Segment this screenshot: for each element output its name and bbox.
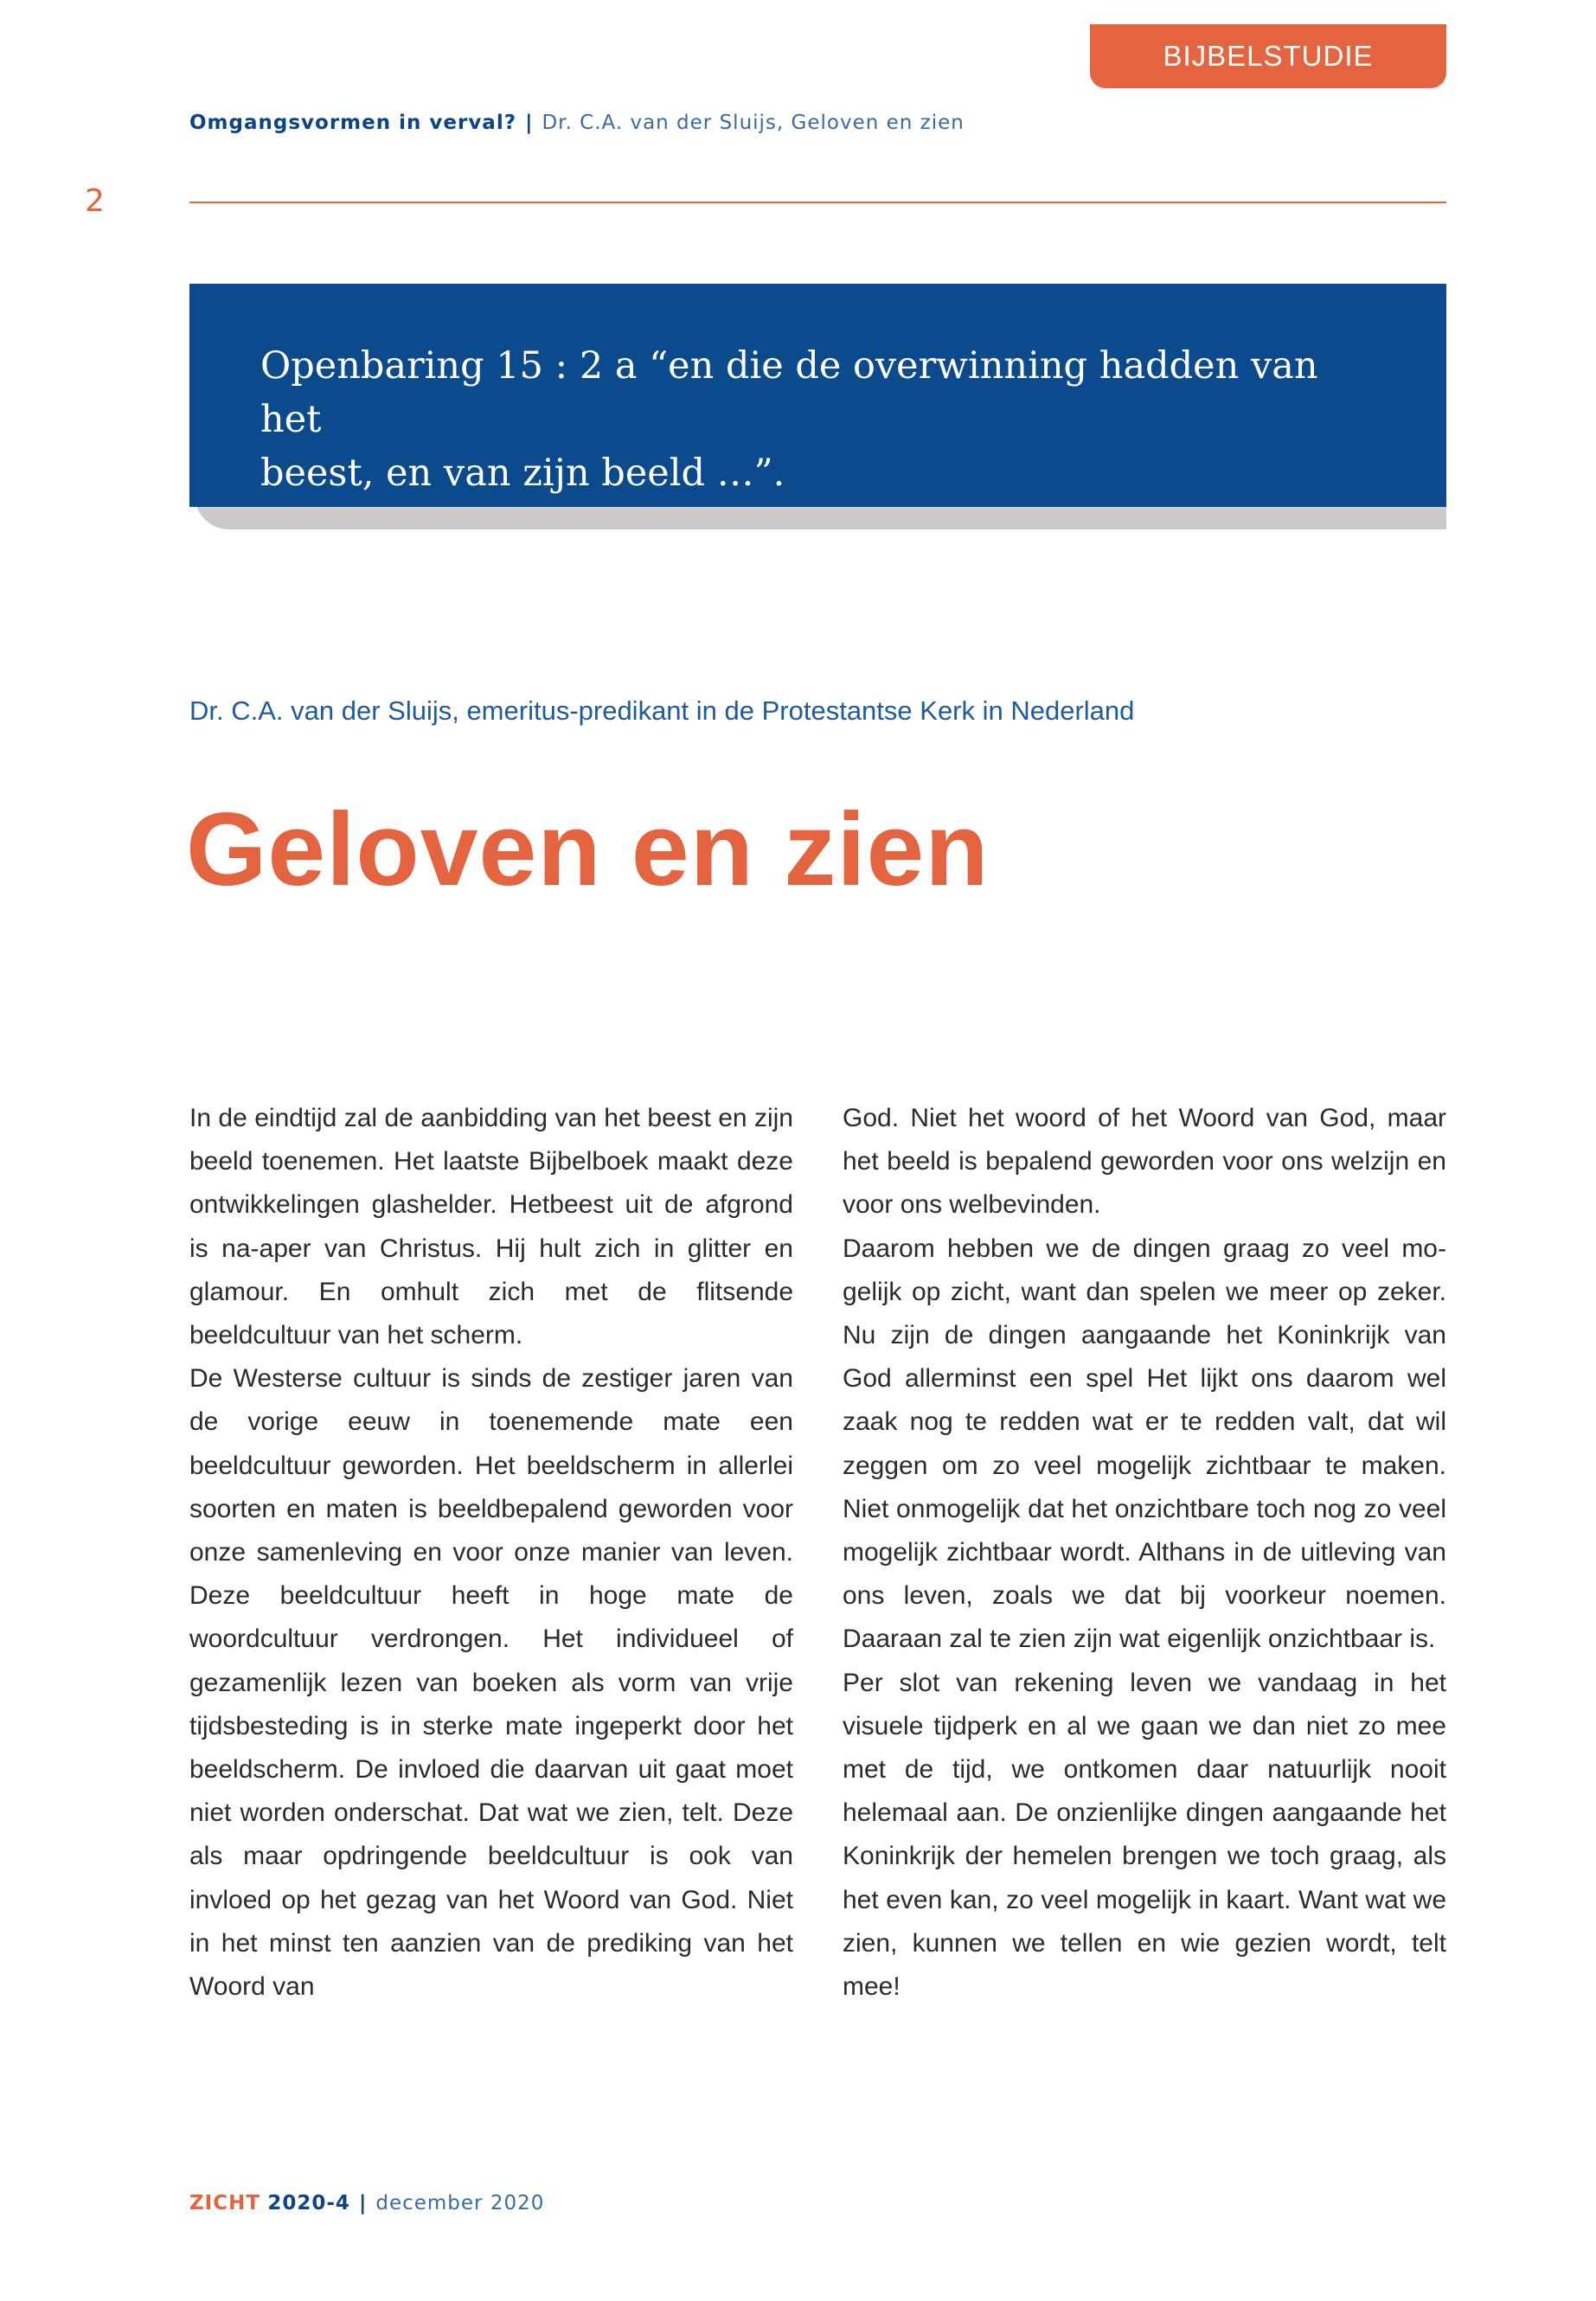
issue-date: december 2020 (375, 2192, 545, 2214)
series-title: Omgangsvormen in verval? (189, 112, 517, 134)
issue-number: 2020-4 (267, 2192, 350, 2214)
paragraph: In de eindtijd zal de aanbidding van het beest en zijn beeld toenemen. Het laatste Bijbelboek maakt deze ontwikkelingen glashelder. Hetbeest uit de afgrond is na-aper van Christus. Hij hult zich in glitter en glamour. En omhult zich met de flitsende beeldcultuur van het scherm. (189, 1104, 793, 1350)
article-title: Geloven en zien (186, 792, 990, 907)
scripture-quote-box (189, 284, 1446, 507)
body-column-right (843, 1097, 1446, 2009)
page-footer (189, 2192, 544, 2214)
quote-line-1: Openbaring 15 : 2 a “en die de overwinning hadden van het (260, 344, 1318, 441)
running-head (189, 112, 965, 134)
paragraph: God. Niet het woord of het Woord van God, maar het beeld is bepalend geworden voor ons welzijn en voor ons welbevinden. (843, 1104, 1446, 1220)
article-reference: Dr. C.A. van der Sluijs, Geloven en zien (542, 112, 965, 134)
paragraph: Per slot van rekening leven we vandaag in het visuele tijdperk en al we gaan we dan niet zo mee met de tijd, we ontkomen daar natuurlijk nooit helemaal aan. De onzienlijke dingen aangaande het Koninkrijk der hemelen brengen we toch graag, als het even kan, zo veel mogelijk in kaart. Want wat we zien, kunnen we tellen en wie gezien wordt, telt mee! (843, 1668, 1446, 2002)
footer-separator: | (358, 2192, 368, 2214)
paragraph: Daarom hebben we de dingen graag zo veel mogelijk op zicht, want dan spelen we meer op zeker. Nu zijn de dingen aangaande het Koninkrijk van God allerminst een spel Het lijkt ons daarom wel zaak nog te redden wat er te redden valt, dat wil zeggen om zo veel mogelijk zichtbaar te maken. Niet onmogelijk dat het onzichtbare toch nog zo veel mogelijk zichtbaar wordt. Althans in de uitleving van ons leven, zoals we dat bij voorkeur noemen. Daaraan zal te zien zijn wat eigenlijk onzichtbaar is. (843, 1234, 1446, 1654)
header-rule (189, 202, 1446, 203)
author-byline: Dr. C.A. van der Sluijs, emeritus-predikant in de Protestantse Kerk in Nederland (189, 695, 1135, 726)
paragraph: De Westerse cultuur is sinds de zestiger jaren van de vorige eeuw in toenemende mate een beeldcultuur geworden. Het beeldscherm in allerlei soorten en maten is beeldbepalend geworden voor onze samenleving en voor onze manier van leven. Deze beeldcultuur heeft in hoge mate de woordcultuur verdrongen. Het individueel of gezamenlijk lezen van boeken als vorm van vrije tijdsbesteding is in sterke mate ingeperkt door het beeldscherm. De invloed die daarvan uit gaat moet niet worden onderschat. Dat wat we zien, telt. Deze als maar opdringende beeldcultuur is ook van invloed op het gezag van het Woord van God. Niet in het minst ten aanzien van de prediking van het Woord van (189, 1364, 793, 2002)
body-column-left (189, 1097, 793, 2009)
section-tag: BIJBELSTUDIE (1090, 24, 1446, 88)
magazine-name: ZICHT (189, 2192, 261, 2214)
page-number: 2 (85, 183, 105, 219)
running-head-separator: | (525, 112, 534, 134)
quote-line-2: beest, en van zijn beeld …”. (260, 452, 785, 495)
